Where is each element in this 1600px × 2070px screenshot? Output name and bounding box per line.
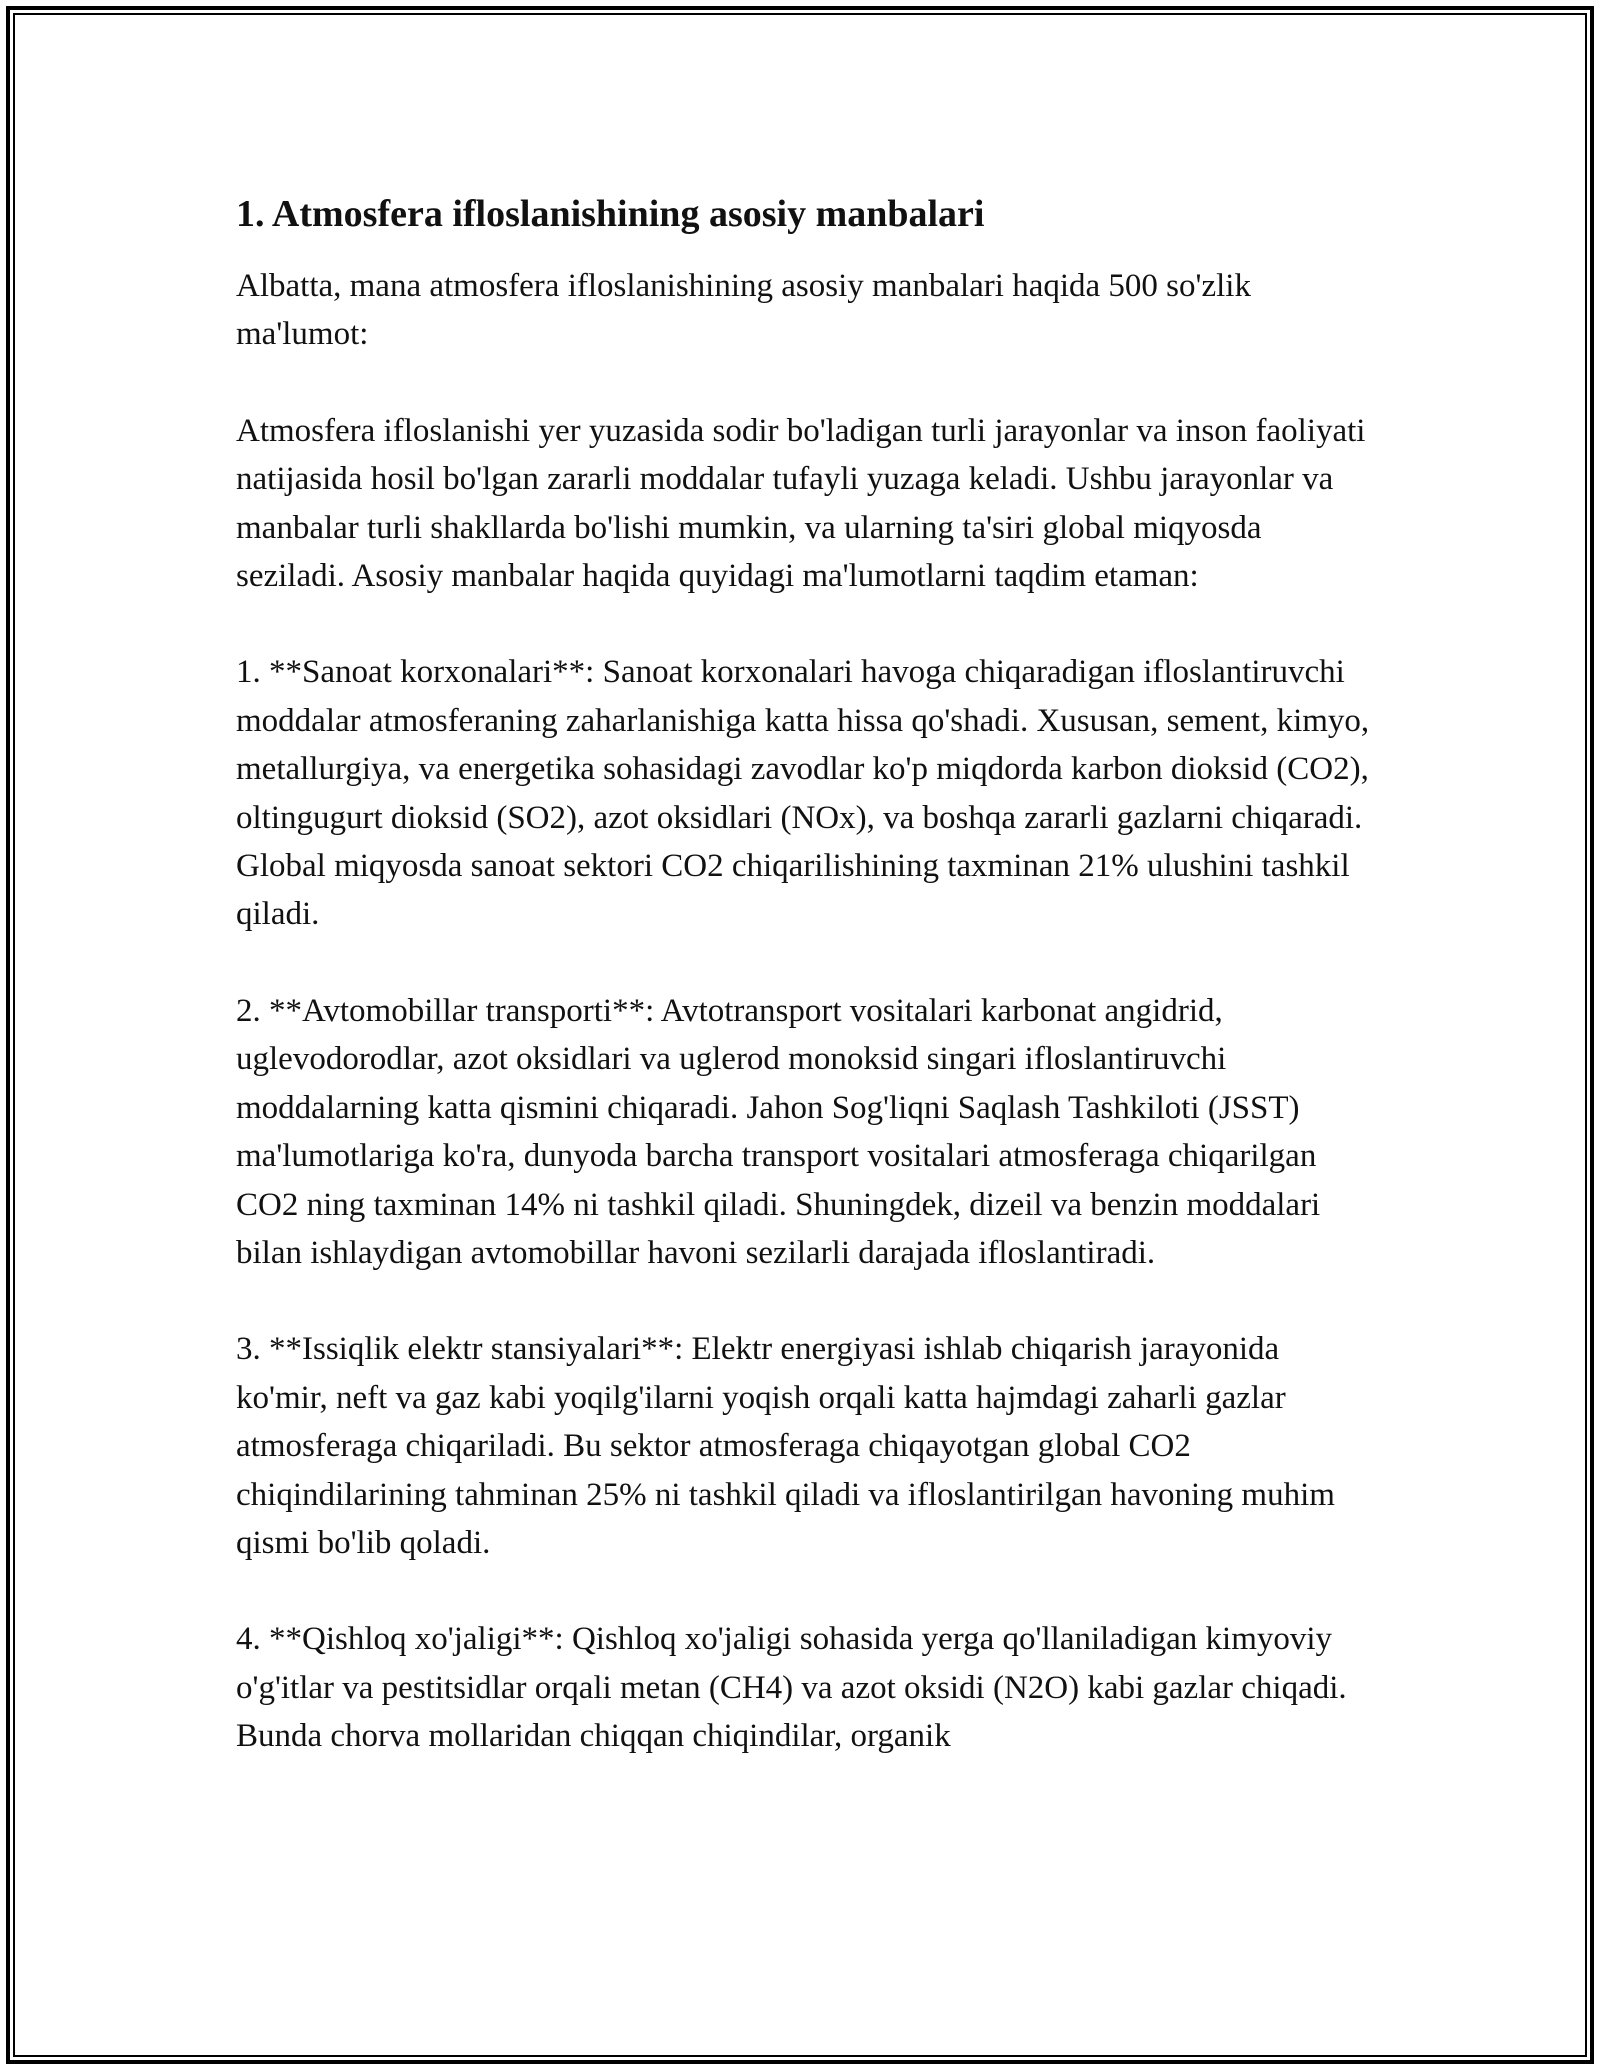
document-body [236,188,1376,1809]
document-title: 1. Atmosfera ifloslanishining asosiy manbalari [236,193,985,235]
paragraph-industry: 1. **Sanoat korxonalari**: Sanoat korxonalari havoga chiqaradigan ifloslantiruvchi moddalar atmosferaning zaharlanishiga katta hissa qo'shadi. Xususan, sement, kimyo, metallurgiya, va energetika sohasidagi zavodlar ko'p miqdorda karbon dioksid (CO2), oltingugurt dioksid (SO2), azot oksidlari (NOx), va boshqa zararli gazlarni chiqaradi. Global miqyosda sanoat sektori CO2 chiqarilishining taxminan 21% ulushini tashkil qiladi. [236,654,1370,933]
paragraph-agriculture: 4. **Qishloq xo'jaligi**: Qishloq xo'jaligi sohasida yerga qo'llaniladigan kimyoviy o'g'itlar va pestitsidlar orqali metan (CH4) va azot oksidi (N2O) kabi gazlar chiqadi. Bunda chorva mollaridan chiqqan chiqindilar, organik [236,1621,1347,1755]
paragraph-transport: 2. **Avtomobillar transporti**: Avtotransport vositalari karbonat angidrid, uglevodorodlar, azot oksidlari va uglerod monoksid singari ifloslantiruvchi moddalarning katta qismini chiqaradi. Jahon Sog'liqni Saqlash Tashkiloti (JSST) ma'lumotlariga ko'ra, dunyoda barcha transport vositalari atmosferaga chiqarilgan CO2 ning taxminan 14% ni tashkil qiladi. Shuningdek, dizeil va benzin moddalari bilan ishlaydigan avtomobillar havoni sezilarli darajada ifloslantiradi. [236,992,1321,1271]
paragraph-overview: Atmosfera ifloslanishi yer yuzasida sodir bo'ladigan turli jarayonlar va inson faoliyati natijasida hosil bo'lgan zararli moddalar tufayli yuzaga keladi. Ushbu jarayonlar va manbalar turli shakllarda bo'lishi mumkin, va ularning ta'siri global miqyosda seziladi. Asosiy manbalar haqida quyidagi ma'lumotlarni taqdim etaman: [236,412,1366,595]
paragraph-intro: Albatta, mana atmosfera ifloslanishining asosiy manbalari haqida 500 so'zlik ma'lumot: [236,268,1251,353]
paragraph-power-plants: 3. **Issiqlik elektr stansiyalari**: Elektr energiyasi ishlab chiqarish jarayonida ko'mir, neft va gaz kabi yoqilg'ilarni yoqish orqali katta hajmdagi zaharli gazlar atmosferaga chiqariladi. Bu sektor atmosferaga chiqayotgan global CO2 chiqindilarining tahminan 25% ni tashkil qiladi va ifloslantirilgan havoning muhim qismi bo'lib qoladi. [236,1331,1335,1561]
